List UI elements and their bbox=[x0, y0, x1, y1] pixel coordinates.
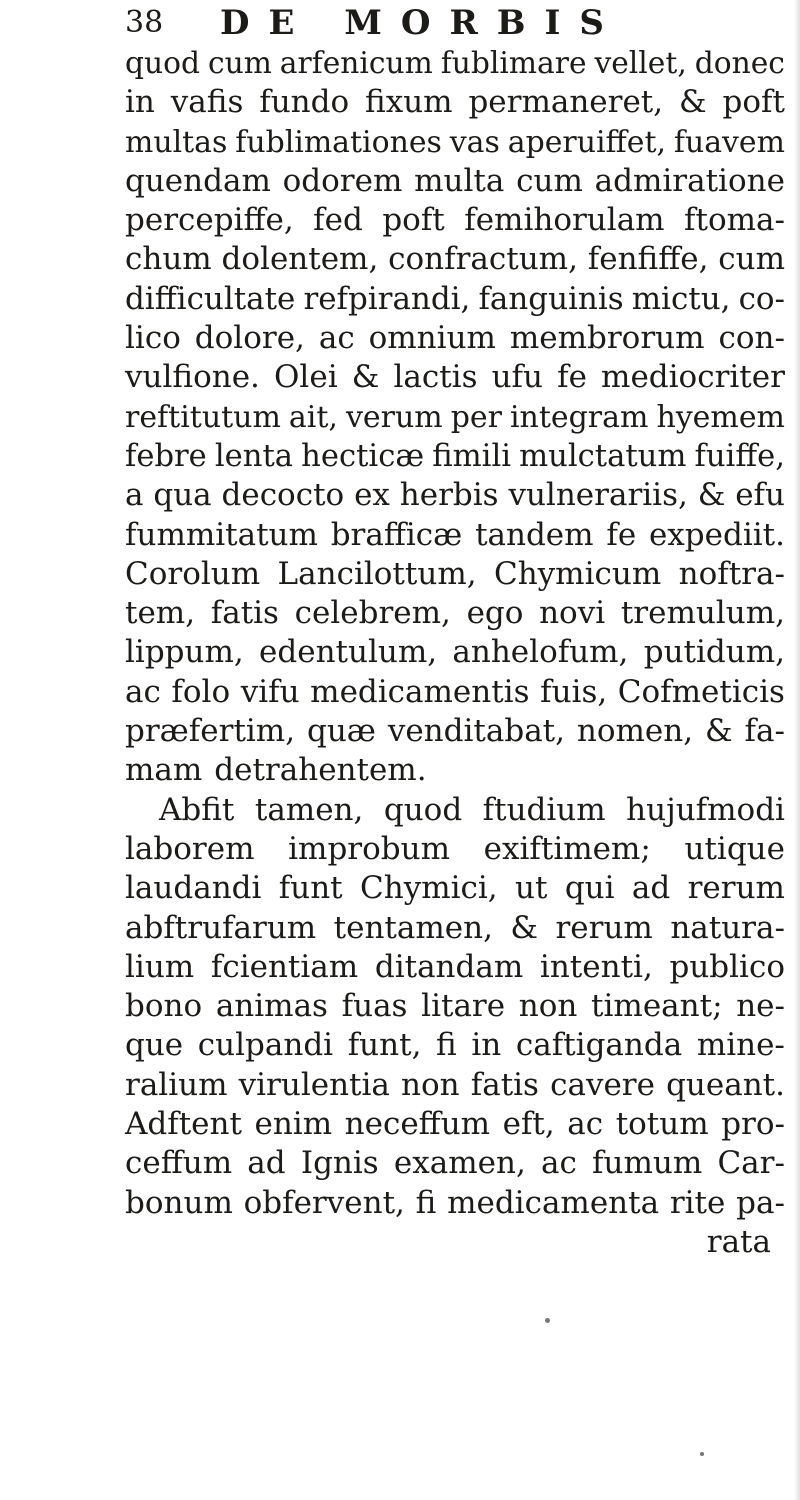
text-line: fummitatum brafficæ tandem fe expediit. bbox=[125, 516, 785, 553]
text-line: laborem improbum exiftimem; utique bbox=[125, 830, 785, 867]
ink-speck bbox=[545, 1318, 550, 1323]
text-line: vulfione. Olei & lactis ufu fe mediocriter bbox=[125, 359, 785, 396]
page-header bbox=[125, 2, 765, 44]
text-line: Abfit tamen, quod ftudium hujufmodi bbox=[159, 791, 785, 828]
text-line: abftrufarum tentamen, & rerum natura- bbox=[125, 909, 785, 946]
text-line: tem, fatis celebrem, ego novi tremulum, bbox=[125, 595, 785, 632]
text-line: præfertim, quæ venditabat, nomen, & fa- bbox=[125, 713, 785, 750]
text-line: laudandi funt Chymici, ut qui ad rerum bbox=[125, 870, 785, 907]
text-line: lico dolore, ac omnium membrorum con- bbox=[125, 320, 785, 357]
text-line: bonum obfervent, fi medicamenta rite pa- bbox=[125, 1184, 785, 1221]
running-title: DE MORBIS bbox=[220, 3, 623, 43]
page-number: 38 bbox=[125, 5, 164, 40]
text-line: in vafis fundo fixum permaneret, & poft bbox=[125, 84, 785, 121]
text-line: ceffum ad Ignis examen, ac fumum Car- bbox=[125, 1145, 785, 1182]
page-edge-shadow bbox=[794, 0, 800, 1500]
text-line: a qua decocto ex herbis vulnerariis, & efu bbox=[125, 477, 785, 514]
text-line: que culpandi funt, fi in caftiganda mine- bbox=[125, 1027, 785, 1064]
text-line: lium fcientiam ditandam intenti, publico bbox=[125, 948, 785, 985]
catchword: rata bbox=[706, 1223, 771, 1260]
text-line: quendam odorem multa cum admiratione bbox=[125, 162, 785, 199]
text-line: mam detrahentem. bbox=[125, 752, 427, 789]
text-line: chum dolentem, confractum, fenfiffe, cum bbox=[125, 241, 785, 278]
text-line: ralium virulentia non fatis cavere queant. bbox=[125, 1066, 785, 1103]
text-line: reftitutum ait, verum per integram hyemem bbox=[125, 399, 785, 435]
text-line: ac folo vifu medicamentis fuis, Cofmeticis bbox=[125, 673, 785, 710]
text-line: febre lenta hecticæ fimili mulctatum fuiffe, bbox=[125, 438, 785, 474]
text-line: quod cum arfenicum fublimare vellet, donec bbox=[125, 46, 785, 81]
text-line: bono animas fuas litare non timeant; ne- bbox=[125, 988, 785, 1025]
text-line: multas fublimationes vas aperuiffet, fuavem bbox=[125, 124, 785, 160]
text-line: lippum, edentulum, anhelofum, putidum, bbox=[125, 634, 785, 671]
body-text bbox=[125, 44, 785, 1262]
ink-speck bbox=[700, 1452, 704, 1456]
text-line: Corolum Lancilottum, Chymicum noftra- bbox=[125, 555, 785, 592]
text-line: difficultate refpirandi, fanguinis mictu, co- bbox=[125, 280, 785, 317]
text-line: percepiffe, fed poft femihorulam ftoma- bbox=[125, 202, 785, 239]
text-line: Adftent enim neceffum eft, ac totum pro- bbox=[125, 1106, 785, 1143]
